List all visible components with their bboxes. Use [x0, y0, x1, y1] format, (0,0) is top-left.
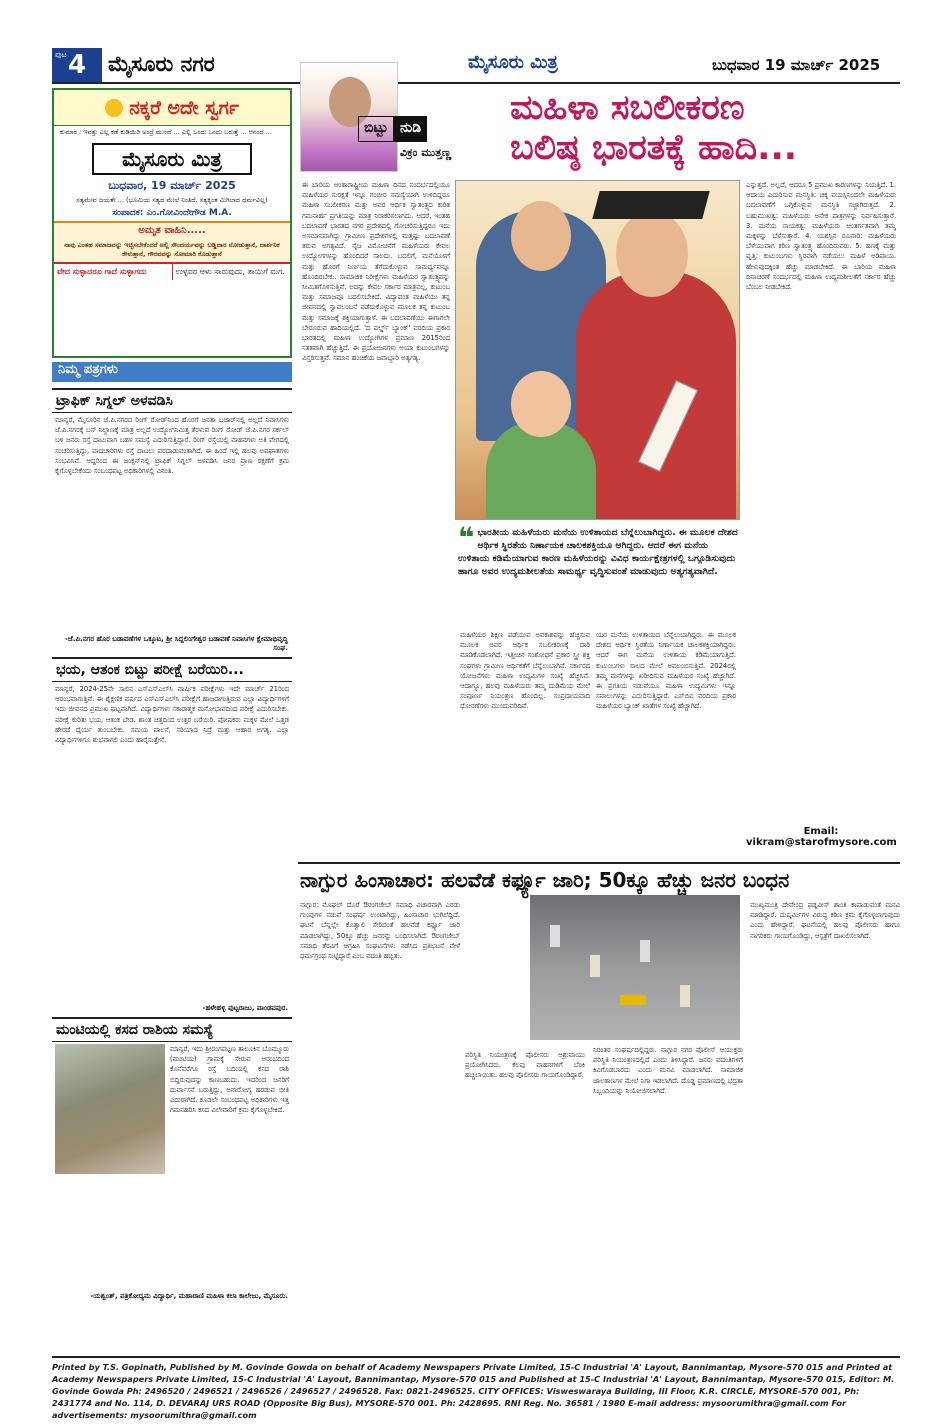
proverb-box — [54, 262, 290, 280]
letter-2-title: ಭಯ, ಆತಂಕ ಬಿಟ್ಟು ಪರೀಕ್ಷೆ ಬರೆಯಿರಿ... — [52, 657, 292, 682]
proverb-right: ಉಳ್ಳವರ ಆಳು ಸಾರುವುದು, ತಾಯಿಗೆ ಮಗ. — [175, 267, 285, 276]
column-headline — [510, 88, 890, 168]
letter-1-signature: -ಜೆ.ಪಿ.ನಗರ ಹೊರ ಬಡಾವಣೆಗಳ ಒಕ್ಕೂಟ, ಶ್ರೀ ಸಿದ್ದಲಿಂಗೇಶ್ವರ ಬಡಾವಣೆ ನಿವಾಸಿಗಳ ಕ್ಷೇಮಾಭಿವೃದ್ಧಿ ಸಂಘ. — [64, 635, 288, 652]
author-email — [746, 826, 896, 848]
email-label: Email: — [803, 826, 839, 837]
boy-head — [511, 371, 571, 437]
news-text-1: ನಾಗ್ಪುರ: ಮೊಘಲ್ ದೊರೆ ಔರಂಗಜೇಬ್ ಸಮಾಧಿ ವಿಚಾರವಾಗಿ ಎರಡು ಗುಂಪುಗಳ ನಡುವೆ ಸಂಘರ್ಷ ಉಂಟಾಗಿದ್ದು, ಹಿಂಸಾಚಾರ ಭುಗಿಲೆದ್ದಿದೆ. ಘಟನೆ ಬೆನ್ನಲ್ಲೇ ಕೊತ್ವಾಲಿ ಸೇರಿದಂತೆ ಹಲವೆಡೆ ಕರ್ಫ್ಯೂ ಜಾರಿ ಮಾಡಲಾಗಿದ್ದು, 50ಕ್ಕೂ ಹೆಚ್ಚು ಜನರನ್ನು ಬಂಧಿಸಲಾಗಿದೆ. ಔರಂಗಜೇಬ್ ಸಮಾಧಿ ತೆರವಿಗೆ ಆಗ್ರಹಿಸಿ ಸಂಘಟನೆಗಳು ನಡೆಸಿದ ಪ್ರತಿಭಟನೆ ವೇಳೆ ಧರ್ಮಗ್ರಂಥ ಸುಟ್ಟಿದ್ದಾರೆ ಎಂಬ ವದಂತಿ ಹಬ್ಬಿತು. — [300, 901, 460, 961]
person-figure — [640, 940, 650, 962]
column-text-1: ಈ ಬಾರಿಯ ಅಂತಾರಾಷ್ಟ್ರೀಯ ಮಹಿಳಾ ದಿನದ ಸಂದರ್ಭದಲ್ಲಿಯೂ ಮಹಿಳೆಯರ ಸುರಕ್ಷತೆ ಇನ್ನೂ ಗಂಭೀರ ಸಮಸ್ಯೆಯಾಗಿ ಉಳಿದಿದ್ದರೂ ಮಹಿಳಾ ಸಬಲೀಕರಣ ಮತ್ತು ಅವರ ಆರ್ಥಿಕ ಸ್ವಾತಂತ್ರ್ಯದ ಕುರಿತ ಗಮನಾರ್ಹ ಪ್ರಗತಿಯನ್ನು ಮಾತ್ರ ನಿರಾಕರಿಸಲಾಗದು. ಆದರೆ, ಇಂತಹ ಬದಲಾವಣೆ ಭಾರತದ ನಗರ ಪ್ರದೇಶದಲ್ಲಿ ಗೋಚರಿಸುತ್ತಿದ್ದರೂ ಇದು ಅಸಮಾನವಾಗಿದ್ದು ಗ್ರಾಮೀಣ ಪ್ರದೇಶಗಳಲ್ಲಿ ಮತ್ತಷ್ಟು ಬದಲಾವಣೆ ತರುವ ಅಗತ್ಯವಿದೆ. ನೈಜ ವಿಮೋಚನೆಗೆ ಮಹಿಳೆಯರು ಕೇವಲ ಉದ್ಯೋಗಗಳನ್ನು ಹೊಂದಿದರೆ ಸಾಲದು. ಬದಲಿಗೆ, ಮನೆಯೊಳಗೆ ಮತ್ತು ಹೊರಗೆ ನಿರ್ಣಯ ತೆಗೆದುಕೊಳ್ಳುವ ಸಾಮರ್ಥ್ಯವನ್ನೂ ಹೊಂದಿರಬೇಕು. ಸಾಮಾಜಿಕ ನಿರೀಕ್ಷೆಗಳು ಮಹಿಳೆಯರ ಸ್ವಾತಂತ್ರ್ಯವನ್ನು ಸೀಮಿತಗೊಳಿಸುತ್ತಿವೆ. ಅದನ್ನು ಕೇವಲ ಸರ್ಕಾರ ಮಾತ್ರವಲ್ಲ, ಕುಟುಂಬ ಮತ್ತು ಸಮಾಜವೂ ಬದಲಿಸಬೇಕಿದೆ. ವಿದ್ಯಾವಂತ ಮಹಿಳೆಯು ತನ್ನ ಜೀವನದಲ್ಲಿ ಸ್ವಾವಲಂಬನೆ ಪಡೆದುಕೊಳ್ಳುವ ಮೂಲಕ ತನ್ನ ಕುಟುಂಬ ಮತ್ತು ಸಮಾಜಕ್ಕೆ ಶಕ್ತಿಯಾಗುತ್ತಾಳೆ. ಈ ಬದಲಾವಣೆಯು ಈಗಾಗಲೇ ಬೇರೂರುವ ಹಾದಿಯಲ್ಲಿದೆ. 'ದ ವರ್ಲ್ಡ್ ಬ್ಯಾಂಕ್' ವರದಿಯ ಪ್ರಕಾರ ಭಾರತದಲ್ಲಿ ಮಹಿಳಾ ಉದ್ಯೋಗಿಗಳ ಪ್ರಮಾಣ 2015ರಿಂದ ಸತತವಾಗಿ ಹೆಚ್ಚುತ್ತಿದೆ. ಈ ಪ್ರಯೋಜನಗಳು ಆಯಾ ಕುಟುಂಬಗಳನ್ನು ವಿಸ್ತರಿಸುತ್ತವೆ. ಸಮಾನ ಹಂಚಿಕೆಯ ಜವಾಬ್ದಾರಿ ಅತ್ಯಗತ್ಯ. — [302, 181, 450, 363]
page-number-box — [52, 48, 102, 82]
quote-mark-icon: ❝ — [458, 521, 475, 554]
page-label: ಪುಟ — [55, 50, 67, 59]
email-address: vikram@starofmysore.com — [746, 837, 897, 848]
brand-logo: ಮೈಸೂರು ಮಿತ್ರ — [468, 52, 558, 73]
masthead-editor: ಸಂಪಾದಕ: ಎಂ.ಗೋವಿಂದೇಗೌಡ M.A. — [112, 208, 232, 218]
left-column — [52, 88, 292, 358]
person-figure — [680, 985, 690, 1007]
issue-date: ಬುಧವಾರ 19 ಮಾರ್ಚ್ 2025 — [712, 56, 881, 74]
masthead-date: ಬುಧವಾರ, 19 ಮಾರ್ಚ್ 2025 — [108, 179, 236, 192]
proverb-left: ವೇದ ಸುಳ್ಳಾದರೂ ಗಾದೆ ಸುಳ್ಳಾಗದು — [54, 264, 173, 280]
column-text-2: ಮಹಿಳೆಯರ ಶಿಕ್ಷಣ ಪಡೆಯುವ ಅವಕಾಶವನ್ನು ಹೆಚ್ಚಿಸುವ ಮೂಲಕ ಅವರ ಆರ್ಥಿಕ ಸಬಲೀಕರಣಕ್ಕೆ ದಾರಿ ಮಾಡಿಕೊಡಲಾಗಿದೆ. ಇತ್ತೀಚಿನ ಸಂಶೋಧನೆ ಪ್ರಕಾರ ಸ್ತ್ರೀ ಶಕ್ತಿ ಸಂಘಗಳು ಗ್ರಾಮೀಣ ಆರ್ಥಿಕತೆಗೆ ಬೆನ್ನೆಲುಬಾಗಿವೆ. ಸರ್ಕಾರದ ಯೋಜನೆಗಳು ಮಹಿಳಾ ಉದ್ಯಮಿಗಳ ಸಂಖ್ಯೆ ಹೆಚ್ಚಿಸಿವೆ. ಆದಾಗ್ಯೂ, ಹಲವು ಮಹಿಳೆಯರು ತಮ್ಮ ದುಡಿಮೆಯ ಮೇಲೆ ಸಂಪೂರ್ಣ ನಿಯಂತ್ರಣ ಹೊಂದಿಲ್ಲ. ಸಂಪ್ರದಾಯವಾದಿ ಧೋರಣೆಗಳು ಮುಂದುವರಿದಿವೆ. — [460, 631, 590, 711]
letters-banner: ನಿಮ್ಮ ಪತ್ರಗಳು — [52, 362, 292, 382]
barricade — [620, 995, 646, 1005]
pull-quote-text: ಭಾರತೀಯ ಮಹಿಳೆಯರು ಮನೆಯ ಉಳಿತಾಯದ ಬೆನ್ನೆಲುಬಾಗಿದ್ದರು. ಈ ಮೂಲಕ ದೇಶದ ಆರ್ಥಿಕ ಸ್ಥಿರತೆಯ ನಿರ್ಣಾಯಕ ಚಾಲಕಶಕ್ತಿಯೂ ಆಗಿದ್ದರು. ಆದರೆ ಈಗ ಮನೆಯ ಉಳಿತಾಯ ಕಡಿಮೆಯಾಗುವ ಕಾರಣ ಮಹಿಳೆಯರನ್ನು ವಿವಿಧ ಕಾರ್ಯಕ್ಷೇತ್ರಗಳಲ್ಲಿ ಒಗ್ಗೂಡಿಸುವುದು ಹಾಗೂ ಅವರ ಉದ್ಯಮಶೀಲತೆಯ ಸಾಮರ್ಥ್ಯ ವೃದ್ಧಿಸುವಂತೆ ಮಾಡುವುದು ಅತ್ಯಗತ್ಯವಾಗಿದೆ. — [458, 527, 738, 577]
riot-photo — [530, 895, 740, 1040]
letter-1-body: ಮಾನ್ಯರೆ, ಮೈಸೂರಿನ ಜೆ.ಪಿ.ನಗರದ ರಿಂಗ್ ರೋಡ್‌ನಿಂದ ಹೊರಗೆ ಜನತಾ ಬಜಾರ್‌ನಲ್ಲಿ ಅಲ್ಲದೆ ನಿವಾಸಿಗಳು ಜೆ.ಪಿ.ನಗರಕ್ಕೆ ಬಸ್ ನಿಲ್ದಾಣಕ್ಕೆ ಮಾತ್ರ ಅಲ್ಲದೆ ಉದ್ಯೋಗನಿಮಿತ್ತ ತೆರಳುವ ರಿಂಗ್ ರೋಡ್ ಜೆ.ಪಿ.ನಗರ ಸರ್ಕಲ್ ಬಳಿ ಜನರು ರಸ್ತೆ ದಾಟುವಾಗ ಬಹಳ ಸಮಸ್ಯೆ ಎದುರಿಸುತ್ತಿದ್ದಾರೆ. ರಿಂಗ್ ರಸ್ತೆಯಲ್ಲಿ ವಾಹನಗಳು ಅತಿ ವೇಗದಲ್ಲಿ ಸಂಚರಿಸುತ್ತಿದ್ದು, ಪಾದಚಾರಿಗಳು ರಸ್ತೆ ದಾಟಲು ಪರದಾಡುವಂತಾಗಿದೆ. ಈ ಹಿಂದೆ ಇಲ್ಲಿ ಹಲವು ಅಪಘಾತಗಳು ಸಂಭವಿಸಿವೆ. ಆದ್ದರಿಂದ ಈ ಜಂಕ್ಷನ್‌ನಲ್ಲಿ ಟ್ರಾಫಿಕ್ ಸಿಗ್ನಲ್ ಅಳವಡಿಸಿ ಜನರ ಪ್ರಾಣ ರಕ್ಷಣೆಗೆ ಕ್ರಮ ಕೈಗೊಳ್ಳಬೇಕೆಂದು ಸಂಬಂಧಪಟ್ಟ ಅಧಿಕಾರಿಗಳಲ್ಲಿ ವಿನಂತಿ. — [55, 416, 289, 476]
pull-quote — [458, 521, 740, 578]
amrita-title: ಅಮೃತ ವಾಹಿನಿ..... — [54, 221, 290, 238]
letter-3-body: ಮಾನ್ಯರೆ, ಇದು ಶ್ರೀರಂಗಪಟ್ಟಣ ತಾಲೂಕಿನ ಬೊಮ್ಮೂರು (ಮಂಟಿಯ) ಗ್ರಾಮಕ್ಕೆ ಸೇರುವ ಆರಂಭದಿಂದ ಕೊನೆವರೆಗೂ ರಸ್ತೆ ಬದಿಯಲ್ಲಿ ಕಸದ ರಾಶಿ ಬಿದ್ದಿರುವುದನ್ನು ಕಾಣಬಹುದು. ಇದರಿಂದ ಜನರಿಗೆ ದುರ್ವಾಸನೆ ಬರುತ್ತಿದ್ದು, ಅನಾರೋಗ್ಯ ಹರಡುವ ಭೀತಿ ಎದುರಾಗಿದೆ. ಕೂಡಲೇ ಸಂಬಂಧಪಟ್ಟ ಅಧಿಕಾರಿಗಳು ಇತ್ತ ಗಮನಹರಿಸಿ ಕಸದ ವಿಲೇವಾರಿಗೆ ಕ್ರಮ ಕೈಗೊಳ್ಳಬೇಕಿದೆ. — [170, 1045, 289, 1115]
column-logo-bittu: ಬಿಟ್ಟು — [358, 116, 394, 142]
author-name: ವಿಕ್ರಂ ಮುತ್ತಣ್ಣ — [400, 146, 452, 159]
man-head — [511, 201, 571, 271]
column-logo-nudi: ನುಡಿ — [394, 116, 427, 142]
imprint-footer: Printed by T.S. Gopinath, Published by M. Govinde Gowda on behalf of Academy Newspapers Private Limited, 15-C Industrial 'A' Layout, Bannimantap, Mysore-570 015 and Printed at Academy Newspapers Private Limited, 15-C Industrial 'A' Layout, Bannimantap, Mysore-570 015 and Published at 15-C Industrial 'A' Layout, Bannimantap, Mysore-570 015, Editor: M. Govinde Gowda Ph: 2496520 / 2496521 / 2496526 / 2496527 / 2496528. Fax: 0821-2496525. CITY OFFICES: Visweswaraya Building, III Floor, K.R. CIRCLE, MYSORE-570 001, Ph: 2431774 and No. 114, D. DEVARAJ URS ROAD (Opposite Big Bus), MYSORE-570 001. Ph: 2428695. RNI Reg. No. 36581 / 1980 E-mail address: mysoorumithra@gmail.com For advertisements: mysoorumithra@gmail.com — [52, 1356, 900, 1421]
letters-section — [52, 384, 292, 1301]
graduation-cap-icon — [592, 191, 710, 219]
nakkare-banner — [54, 90, 290, 126]
letter-2-body: ಮಾನ್ಯರೆ, 2024-25ನೇ ಸಾಲಿನ ಎಸ್‌ಎಸ್‌ಎಲ್‌ಸಿ ವಾರ್ಷಿಕ ಪರೀಕ್ಷೆಗಳು ಇದೇ ಮಾರ್ಚ್ 21ರಿಂದ ಆರಂಭವಾಗುತ್ತಿವೆ. ಈ ಶೈಕ್ಷಣಿಕ ವರ್ಷದ ಎಸ್‌ಎಸ್‌ಎಲ್‌ಸಿ ಪರೀಕ್ಷೆಗೆ ಹಾಜರಾಗುತ್ತಿರುವ ಎಲ್ಲಾ ವಿದ್ಯಾರ್ಥಿಗಳಿಗೆ ಇದು ಜೀವನದ ಪ್ರಮುಖ ಘಟ್ಟವಾಗಿದೆ. ವಿದ್ಯಾರ್ಥಿಗಳು ಸಕಾರಾತ್ಮಕ ಮನೋಭಾವದಿಂದ ಪರೀಕ್ಷೆ ಎದುರಿಸಬೇಕು. ಪರೀಕ್ಷೆ ಕುರಿತು ಭಯ, ಆತಂಕ ಬೇಡ. ಶಾಂತ ಚಿತ್ತದಿಂದ ಉತ್ತರ ಬರೆಯಿರಿ. ಪೋಷಕರು ಮಕ್ಕಳ ಮೇಲೆ ಒತ್ತಡ ಹೇರದೆ ಧೈರ್ಯ ತುಂಬಬೇಕು. ಸಮಯ ಪಾಲನೆ, ಸರಿಯಾದ ನಿದ್ರೆ ಮತ್ತು ಆಹಾರ ಅಗತ್ಯ. ಎಲ್ಲಾ ವಿದ್ಯಾರ್ಥಿಗಳಿಗೂ ಶುಭವಾಗಲಿ ಎಂದು ಹಾರೈಸುತ್ತೇನೆ. — [55, 685, 289, 745]
news-text-4: ಮುಖ್ಯಮಂತ್ರಿ ದೇವೇಂದ್ರ ಫಡ್ನವೀಸ್ ಶಾಂತಿ ಕಾಪಾಡುವಂತೆ ಮನವಿ ಮಾಡಿದ್ದಾರೆ. ದುಷ್ಕರ್ಮಿಗಳ ವಿರುದ್ಧ ಕಠಿಣ ಕ್ರಮ ಕೈಗೊಳ್ಳಲಾಗುವುದು ಎಂದು ಹೇಳಿದ್ದಾರೆ. ಘಟನೆಯಲ್ಲಿ ಹಲವು ಪೊಲೀಸರು ಹಾಗೂ ನಾಗರಿಕರು ಗಾಯಗೊಂಡಿದ್ದು, ಆಸ್ಪತ್ರೆಗೆ ದಾಖಲಿಸಲಾಗಿದೆ. — [750, 901, 900, 940]
headline-line-1: ಮಹಿಳಾ ಸಬಲೀಕರಣ — [510, 88, 745, 128]
family-illustration — [455, 180, 740, 520]
woman-head — [616, 211, 688, 297]
column-text-3: ಯರ ಮನೆಯ ಉಳಿತಾಯದ ಬೆನ್ನೆಲುಬಾಗಿದ್ದರು. ಈ ಮೂಲಕ ದೇಶದ ಆರ್ಥಿಕ ಸ್ಥಿರತೆಯ ನಿರ್ಣಾಯಕ ಚಾಲಕಶಕ್ತಿಯಾಗಿದ್ದರು. ಆದರೆ ಈಗ ಮನೆಯ ಉಳಿತಾಯ ಕಡಿಮೆಯಾಗುತ್ತಿದೆ. ಕುಟುಂಬಗಳು ಸಾಲದ ಮೇಲೆ ಅವಲಂಬಿಸುತ್ತಿವೆ. 2024ರಲ್ಲಿ ತಮ್ಮ ಮನೆಗಳನ್ನು ಖರೀದಿಸುವ ಮಹಿಳೆಯರ ಸಂಖ್ಯೆ ಹೆಚ್ಚಾಗಿದೆ. ಈ ಪ್ರಗತಿಯ ನಡುವೆಯೂ ಮಹಿಳಾ ಉದ್ಯಮಿಗಳು ಇನ್ನೂ ಸವಾಲುಗಳನ್ನು ಎದುರಿಸುತ್ತಿದ್ದಾರೆ. ಎಸ್‌ಬಿಐ ವರದಿಯ ಪ್ರಕಾರ ಮಹಿಳೆಯರ ಬ್ಯಾಂಕ್ ಖಾತೆಗಳ ಸಂಖ್ಯೆ ಹೆಚ್ಚಾಗಿದೆ. — [596, 631, 736, 711]
section-divider — [298, 862, 900, 864]
amrita-text: ನಾವು ಎಂತಹ ಸಮಾಜವನ್ನು ಇಚ್ಛಿಸಬೇಕೆಂದರೆ ಅಲ್ಲಿ ಸೌಂದರ್ಯವನ್ನು ಬಡ್ಡಿದಾರ ನೋಡುತ್ತಾನೆ, ದಾರ್ಶನಿಕ ಕೇಳುತ್ತಾನೆ, ಗೌರವವನ್ನು ಸೋಮಾರಿ ಕೊಡುತ್ತಾನೆ — [54, 238, 290, 262]
column-text-4: ಎನ್ನುತ್ತದೆ. ಅಲ್ಲದೆ, ಆದರೂ 5 ಪ್ರಮುಖ ಕಾರಣಗಳನ್ನು ನಿಯತ್ತಿದೆ. 1. ಆದಾಯ ಎದುರಿಸುವ ಮನಸ್ಥಿತಿ: ಚಿಕ್ಕ ವಯಸ್ಸಿನಿಂದಲೇ ಮಹಿಳೆಯರು ಬದಲಾವಣೆಗೆ ಒಗ್ಗಿಕೊಳ್ಳುವ ಮನಸ್ಥಿತಿ ಸಜ್ಜಾಗಿರುತ್ತದೆ. 2. ಬಹುಮುಖತ್ವ: ಮಹಿಳೆಯರು ಅನೇಕ ಪಾತ್ರಗಳನ್ನು ನಿರ್ವಹಿಸುತ್ತಾರೆ. 3. ಮನೆಯ ನಾಯಕತ್ವ: ಮಹಿಳೆಯರು ಆಂತರ್ಗತವಾಗಿ ತಮ್ಮ ಮಕ್ಕಳನ್ನು ಬೆಳೆಸುತ್ತಾರೆ. 4. ಯಶಸ್ಸಿನ ರೂವಾರಿ: ಮಹಿಳೆಯರು ಬೆಳೆಯುವಾಗ ಕಠಿಣ ಸ್ವಾತಂತ್ರ್ಯ ಹೊಂದಿರುವರು. 5. ಹಣಕ್ಕೆ ಮತ್ತು ವೃತ್ತಿ: ಕುಟುಂಬಗಳು ಸ್ಥಿರವಾಗಿ ನಡೆಯಲು ಮಹಿಳೆ ಅಡಿಪಾಯ. ಹೇಳುವುದಕ್ಕಿಂತ ಹೆಚ್ಚು ಮಾಡಬೇಕಿದೆ. ಈ ಬಾರಿಯ ಮಹಿಳಾ ದಿನಾಚರಣೆ ಸಂದರ್ಭದಲ್ಲಿ ಮಹಿಳಾ ಉದ್ಯಮಶೀಲತೆಗೆ ಸರ್ಕಾರ ಹೆಚ್ಚು ಬೆಂಬಲ ನೀಡಬೇಕಿದೆ. — [746, 181, 896, 292]
nakkare-title: ನಕ್ಕರೆ ಅದೇ ಸ್ವರ್ಗ — [129, 96, 239, 119]
person-figure — [590, 955, 600, 977]
woman-figure — [576, 271, 736, 520]
page-number: 4 — [67, 50, 87, 80]
letter-3-title: ಮಂಟಿಯಲ್ಲಿ ಕಸದ ರಾಶಿಯ ಸಮಸ್ಯೆ — [52, 1017, 292, 1042]
editorial-box — [52, 88, 292, 358]
news-text-3: ನಿರಂತರ ಸಂಘರ್ಷದಲ್ಲಿದ್ದರು. ನಾಗ್ಪುರ ನಗರ ಪೊಲೀಸ್ ಆಯುಕ್ತರು ಪರಿಸ್ಥಿತಿ ನಿಯಂತ್ರಣದಲ್ಲಿದೆ ಎಂದು ತಿಳಿಸಿದ್ದಾರೆ. ಜನರು ವದಂತಿಗಳಿಗೆ ಕಿವಿಗೊಡಬಾರದು ಎಂದು ಮನವಿ ಮಾಡಲಾಗಿದೆ. ಸಾಮಾಜಿಕ ಜಾಲತಾಣಗಳ ಮೇಲೆ ನಿಗಾ ಇಡಲಾಗಿದೆ. ದೊಡ್ಡ ಪ್ರಮಾಣದಲ್ಲಿ ಭದ್ರತಾ ಸಿಬ್ಬಂದಿಯನ್ನು ನಿಯೋಜಿಸಲಾಗಿದೆ. — [593, 1046, 743, 1095]
letter-1-title: ಟ್ರಾಫಿಕ್ ಸಿಗ್ನಲ್ ಅಳವಡಿಸಿ — [52, 388, 292, 413]
garbage-photo — [55, 1044, 165, 1174]
masthead-tagline: ಸತ್ಯಮೇವ ಜಯತೇ ... (ಭೂಮಿಯ ಸತ್ಯದ ಮೇಲೆ ನಿಂತಿದೆ, ಸತ್ಯಕ್ಕಿಂತ ಮಿಗಿಲಾದ ಧರ್ಮವಿಲ್ಲ) — [76, 196, 268, 204]
news-text-2: ಪರಿಸ್ಥಿತಿ ನಿಯಂತ್ರಣಕ್ಕೆ ಪೊಲೀಸರು ಅಶ್ರುವಾಯು ಪ್ರಯೋಗಿಸಿದರು. ಕೆಲವು ವಾಹನಗಳಿಗೆ ಬೆಂಕಿ ಹಚ್ಚಲಾಯಿತು. ಹಲವು ಪೊಲೀಸರು ಗಾಯಗೊಂಡಿದ್ದಾರೆ. — [465, 1051, 585, 1080]
letter-3-content — [52, 1042, 292, 1292]
news-headline: ನಾಗ್ಪುರ ಹಿಂಸಾಚಾರ: ಹಲವೆಡೆ ಕರ್ಫ್ಯೂ ಜಾರಿ; 50ಕ್ಕೂ ಹೆಚ್ಚು ಜನರ ಬಂಧನ — [300, 868, 790, 892]
nakkare-joke: ಕುಮಾರ : ಇವತ್ತು ಎಲ್ಲ ಕಡೆ ಕುಡಿಯಿರಿ ಅಂದ್ರೆ ಮುಂದೆ ... ಎಲ್ಲಿ ಒಂದು ಒಂದು ಬರುತ್ತೆ ... ಆನಂದ ... — [60, 128, 272, 136]
letter-2-signature: -ಹಳೇಹಳ್ಳಿ ಪುಟ್ಟರಾಜು, ಪಾಂಡವಪುರ. — [202, 1004, 288, 1012]
person-figure — [550, 925, 560, 947]
headline-line-2: ಬಲಿಷ್ಠ ಭಾರತಕ್ಕೆ ಹಾದಿ... — [510, 128, 798, 168]
letter-3-signature: -ಯಶ್ವಂತ್, ಪತ್ರಿಕೋದ್ಯಮ ವಿದ್ಯಾರ್ಥಿ, ಮಹಾರಾಣಿ ಮಹಿಳಾ ಕಲಾ ಕಾಲೇಜು, ಮೈಸೂರು. — [90, 1292, 288, 1300]
masthead-title: ಮೈಸೂರು ಮಿತ್ರ — [92, 143, 252, 175]
section-name: ಮೈಸೂರು ನಗರ — [108, 52, 215, 76]
column-logo — [358, 116, 503, 142]
laughing-face-icon — [105, 99, 123, 117]
